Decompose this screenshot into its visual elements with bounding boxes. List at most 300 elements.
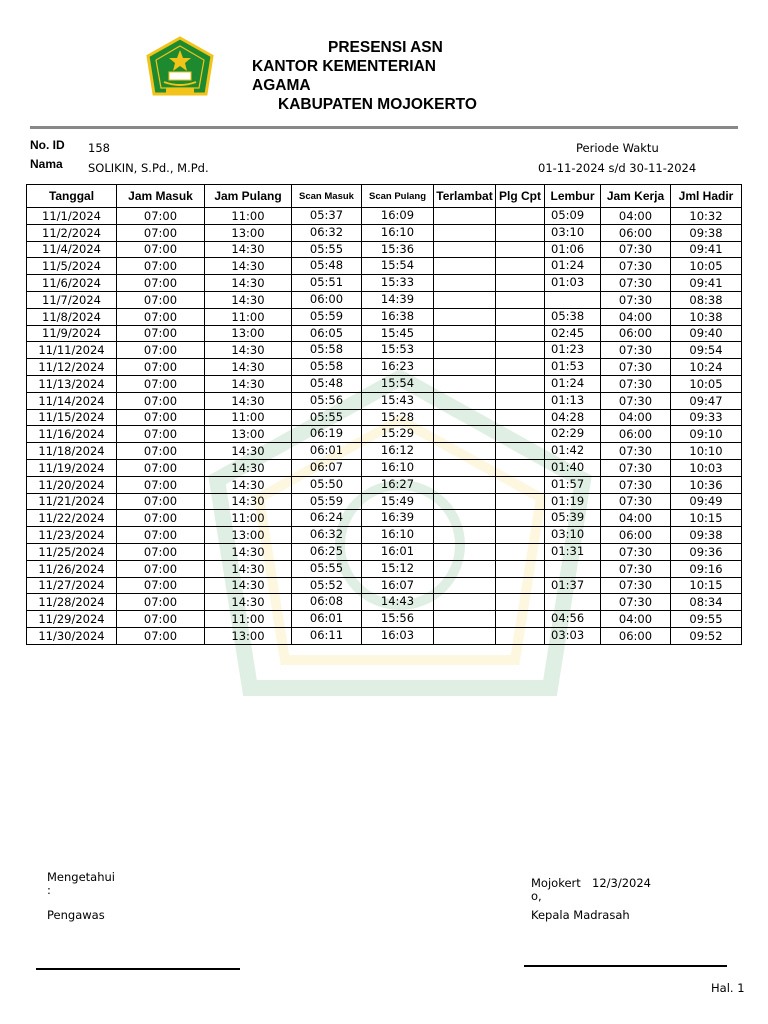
cell-tanggal: 11/21/2024 bbox=[27, 493, 117, 510]
cell-jam-masuk: 07:00 bbox=[117, 308, 205, 325]
cell-plg-cpt bbox=[496, 459, 545, 476]
cell-jam-kerja: 04:00 bbox=[601, 510, 671, 527]
cell-terlambat bbox=[434, 275, 496, 292]
attendance-table bbox=[26, 184, 742, 645]
cell-jam-kerja: 07:30 bbox=[601, 459, 671, 476]
cell-scan-pulang: 14:43 bbox=[362, 594, 434, 611]
cell-scan-pulang: 15:43 bbox=[362, 392, 434, 409]
cell-lembur: 05:09 bbox=[545, 208, 601, 225]
cell-lembur: 01:37 bbox=[545, 577, 601, 594]
cell-jam-kerja: 07:30 bbox=[601, 375, 671, 392]
cell-jml-hadir: 10:15 bbox=[671, 577, 742, 594]
cell-lembur: 02:45 bbox=[545, 325, 601, 342]
cell-tanggal: 11/8/2024 bbox=[27, 308, 117, 325]
cell-scan-pulang: 15:36 bbox=[362, 241, 434, 258]
cell-tanggal: 11/9/2024 bbox=[27, 325, 117, 342]
cell-jml-hadir: 10:03 bbox=[671, 459, 742, 476]
sign-place: Mojokert bbox=[531, 876, 581, 890]
cell-scan-masuk: 06:11 bbox=[292, 627, 362, 644]
cell-jam-pulang: 13:00 bbox=[205, 325, 292, 342]
cell-jml-hadir: 09:40 bbox=[671, 325, 742, 342]
cell-plg-cpt bbox=[496, 611, 545, 628]
cell-jam-kerja: 06:00 bbox=[601, 325, 671, 342]
cell-lembur: 01:53 bbox=[545, 359, 601, 376]
cell-jam-masuk: 07:00 bbox=[117, 375, 205, 392]
cell-terlambat bbox=[434, 594, 496, 611]
cell-scan-pulang: 15:54 bbox=[362, 375, 434, 392]
cell-scan-pulang: 16:10 bbox=[362, 224, 434, 241]
cell-jml-hadir: 10:10 bbox=[671, 443, 742, 460]
cell-jml-hadir: 08:34 bbox=[671, 594, 742, 611]
cell-scan-pulang: 16:27 bbox=[362, 476, 434, 493]
cell-scan-masuk: 06:01 bbox=[292, 443, 362, 460]
cell-terlambat bbox=[434, 510, 496, 527]
cell-terlambat bbox=[434, 208, 496, 225]
table-row bbox=[27, 426, 742, 443]
col-jam-masuk: Jam Masuk bbox=[117, 185, 205, 208]
cell-lembur: 01:42 bbox=[545, 443, 601, 460]
table-row bbox=[27, 510, 742, 527]
cell-plg-cpt bbox=[496, 543, 545, 560]
cell-tanggal: 11/14/2024 bbox=[27, 392, 117, 409]
col-scan-masuk: Scan Masuk bbox=[292, 185, 362, 208]
cell-lembur: 01:40 bbox=[545, 459, 601, 476]
cell-jam-pulang: 14:30 bbox=[205, 493, 292, 510]
cell-terlambat bbox=[434, 342, 496, 359]
cell-jam-pulang: 14:30 bbox=[205, 392, 292, 409]
table-row bbox=[27, 308, 742, 325]
table-row bbox=[27, 241, 742, 258]
cell-plg-cpt bbox=[496, 392, 545, 409]
cell-lembur: 02:29 bbox=[545, 426, 601, 443]
cell-plg-cpt bbox=[496, 342, 545, 359]
cell-plg-cpt bbox=[496, 375, 545, 392]
cell-jam-kerja: 07:30 bbox=[601, 392, 671, 409]
cell-plg-cpt bbox=[496, 476, 545, 493]
cell-plg-cpt bbox=[496, 224, 545, 241]
cell-jam-kerja: 07:30 bbox=[601, 493, 671, 510]
cell-scan-pulang: 16:03 bbox=[362, 627, 434, 644]
cell-jml-hadir: 09:38 bbox=[671, 527, 742, 544]
cell-tanggal: 11/16/2024 bbox=[27, 426, 117, 443]
table-header-row bbox=[27, 185, 742, 208]
cell-scan-masuk: 05:58 bbox=[292, 342, 362, 359]
cell-jam-pulang: 11:00 bbox=[205, 611, 292, 628]
supervisor-role: Pengawas bbox=[47, 908, 105, 922]
cell-scan-pulang: 15:29 bbox=[362, 426, 434, 443]
cell-jml-hadir: 09:52 bbox=[671, 627, 742, 644]
cell-lembur: 05:39 bbox=[545, 510, 601, 527]
table-row bbox=[27, 325, 742, 342]
cell-jam-masuk: 07:00 bbox=[117, 627, 205, 644]
cell-jam-pulang: 14:30 bbox=[205, 543, 292, 560]
cell-scan-pulang: 15:49 bbox=[362, 493, 434, 510]
cell-jam-kerja: 06:00 bbox=[601, 224, 671, 241]
cell-jml-hadir: 10:38 bbox=[671, 308, 742, 325]
cell-tanggal: 11/25/2024 bbox=[27, 543, 117, 560]
cell-jml-hadir: 09:41 bbox=[671, 241, 742, 258]
cell-lembur: 05:38 bbox=[545, 308, 601, 325]
cell-jml-hadir: 08:38 bbox=[671, 291, 742, 308]
cell-jam-pulang: 14:30 bbox=[205, 476, 292, 493]
cell-tanggal: 11/20/2024 bbox=[27, 476, 117, 493]
cell-scan-masuk: 05:52 bbox=[292, 577, 362, 594]
cell-terlambat bbox=[434, 611, 496, 628]
cell-jam-kerja: 04:00 bbox=[601, 308, 671, 325]
cell-jam-kerja: 07:30 bbox=[601, 476, 671, 493]
cell-scan-pulang: 16:07 bbox=[362, 577, 434, 594]
cell-plg-cpt bbox=[496, 594, 545, 611]
cell-lembur: 01:31 bbox=[545, 543, 601, 560]
cell-lembur: 03:03 bbox=[545, 627, 601, 644]
cell-tanggal: 11/2/2024 bbox=[27, 224, 117, 241]
cell-jam-kerja: 07:30 bbox=[601, 275, 671, 292]
cell-jam-masuk: 07:00 bbox=[117, 258, 205, 275]
cell-scan-masuk: 05:56 bbox=[292, 392, 362, 409]
cell-scan-masuk: 06:05 bbox=[292, 325, 362, 342]
cell-jam-kerja: 07:30 bbox=[601, 291, 671, 308]
cell-scan-pulang: 16:39 bbox=[362, 510, 434, 527]
cell-jam-kerja: 07:30 bbox=[601, 560, 671, 577]
cell-jam-pulang: 13:00 bbox=[205, 627, 292, 644]
cell-plg-cpt bbox=[496, 308, 545, 325]
cell-jam-pulang: 13:00 bbox=[205, 426, 292, 443]
page-number: Hal. 1 bbox=[711, 981, 745, 995]
cell-jam-pulang: 11:00 bbox=[205, 409, 292, 426]
cell-plg-cpt bbox=[496, 493, 545, 510]
cell-plg-cpt bbox=[496, 291, 545, 308]
cell-scan-pulang: 15:33 bbox=[362, 275, 434, 292]
cell-jam-masuk: 07:00 bbox=[117, 459, 205, 476]
col-scan-pulang: Scan Pulang bbox=[362, 185, 434, 208]
cell-jam-pulang: 14:30 bbox=[205, 359, 292, 376]
cell-jml-hadir: 10:24 bbox=[671, 359, 742, 376]
cell-tanggal: 11/18/2024 bbox=[27, 443, 117, 460]
cell-jam-pulang: 14:30 bbox=[205, 560, 292, 577]
cell-jml-hadir: 09:49 bbox=[671, 493, 742, 510]
name-label: Nama bbox=[30, 157, 63, 171]
cell-scan-masuk: 05:51 bbox=[292, 275, 362, 292]
col-jml-hadir: Jml Hadir bbox=[671, 185, 742, 208]
cell-scan-masuk: 05:55 bbox=[292, 241, 362, 258]
cell-scan-pulang: 16:10 bbox=[362, 459, 434, 476]
cell-jam-masuk: 07:00 bbox=[117, 342, 205, 359]
table-row bbox=[27, 359, 742, 376]
cell-scan-pulang: 16:09 bbox=[362, 208, 434, 225]
cell-tanggal: 11/1/2024 bbox=[27, 208, 117, 225]
col-plg-cpt: Plg Cpt bbox=[496, 185, 545, 208]
cell-jml-hadir: 09:54 bbox=[671, 342, 742, 359]
table-row bbox=[27, 611, 742, 628]
cell-jam-kerja: 06:00 bbox=[601, 527, 671, 544]
cell-jam-kerja: 06:00 bbox=[601, 426, 671, 443]
cell-tanggal: 11/6/2024 bbox=[27, 275, 117, 292]
cell-scan-masuk: 05:55 bbox=[292, 560, 362, 577]
cell-terlambat bbox=[434, 426, 496, 443]
cell-scan-masuk: 05:50 bbox=[292, 476, 362, 493]
cell-jml-hadir: 10:05 bbox=[671, 258, 742, 275]
cell-terlambat bbox=[434, 241, 496, 258]
cell-jam-kerja: 04:00 bbox=[601, 409, 671, 426]
cell-jam-masuk: 07:00 bbox=[117, 560, 205, 577]
cell-jam-masuk: 07:00 bbox=[117, 208, 205, 225]
cell-scan-masuk: 05:58 bbox=[292, 359, 362, 376]
cell-jam-kerja: 07:30 bbox=[601, 577, 671, 594]
cell-lembur: 01:19 bbox=[545, 493, 601, 510]
table-row bbox=[27, 459, 742, 476]
title-line-4: KABUPATEN MOJOKERTO bbox=[278, 96, 477, 113]
cell-tanggal: 11/5/2024 bbox=[27, 258, 117, 275]
cell-scan-pulang: 15:12 bbox=[362, 560, 434, 577]
cell-jam-pulang: 14:30 bbox=[205, 594, 292, 611]
cell-jml-hadir: 10:36 bbox=[671, 476, 742, 493]
cell-jml-hadir: 09:55 bbox=[671, 611, 742, 628]
cell-terlambat bbox=[434, 291, 496, 308]
table-row bbox=[27, 291, 742, 308]
cell-jam-pulang: 14:30 bbox=[205, 459, 292, 476]
cell-jam-masuk: 07:00 bbox=[117, 426, 205, 443]
cell-scan-masuk: 05:48 bbox=[292, 375, 362, 392]
cell-tanggal: 11/22/2024 bbox=[27, 510, 117, 527]
cell-terlambat bbox=[434, 527, 496, 544]
cell-plg-cpt bbox=[496, 426, 545, 443]
cell-jam-kerja: 06:00 bbox=[601, 627, 671, 644]
cell-lembur: 01:23 bbox=[545, 342, 601, 359]
cell-scan-pulang: 14:39 bbox=[362, 291, 434, 308]
cell-scan-masuk: 06:32 bbox=[292, 224, 362, 241]
cell-scan-masuk: 06:00 bbox=[292, 291, 362, 308]
cell-terlambat bbox=[434, 476, 496, 493]
cell-plg-cpt bbox=[496, 325, 545, 342]
cell-terlambat bbox=[434, 459, 496, 476]
headmaster-signature-line bbox=[524, 965, 727, 967]
cell-jam-kerja: 07:30 bbox=[601, 258, 671, 275]
period-value: 01-11-2024 s/d 30-11-2024 bbox=[538, 161, 697, 175]
cell-jam-masuk: 07:00 bbox=[117, 443, 205, 460]
name-value: SOLIKIN, S.Pd., M.Pd. bbox=[88, 161, 209, 175]
cell-jam-pulang: 11:00 bbox=[205, 208, 292, 225]
cell-lembur: 01:06 bbox=[545, 241, 601, 258]
cell-jam-masuk: 07:00 bbox=[117, 577, 205, 594]
cell-plg-cpt bbox=[496, 241, 545, 258]
cell-scan-pulang: 15:45 bbox=[362, 325, 434, 342]
cell-terlambat bbox=[434, 560, 496, 577]
cell-plg-cpt bbox=[496, 627, 545, 644]
cell-tanggal: 11/19/2024 bbox=[27, 459, 117, 476]
cell-jml-hadir: 09:33 bbox=[671, 409, 742, 426]
cell-scan-pulang: 15:54 bbox=[362, 258, 434, 275]
cell-jam-pulang: 14:30 bbox=[205, 443, 292, 460]
cell-scan-pulang: 15:56 bbox=[362, 611, 434, 628]
table-row bbox=[27, 476, 742, 493]
period-label: Periode Waktu bbox=[576, 141, 659, 155]
cell-jam-pulang: 14:30 bbox=[205, 375, 292, 392]
cell-lembur: 01:03 bbox=[545, 275, 601, 292]
cell-terlambat bbox=[434, 375, 496, 392]
col-lembur: Lembur bbox=[545, 185, 601, 208]
cell-jam-masuk: 07:00 bbox=[117, 594, 205, 611]
cell-scan-masuk: 06:24 bbox=[292, 510, 362, 527]
cell-tanggal: 11/4/2024 bbox=[27, 241, 117, 258]
cell-scan-masuk: 06:01 bbox=[292, 611, 362, 628]
cell-jml-hadir: 10:15 bbox=[671, 510, 742, 527]
cell-jam-pulang: 13:00 bbox=[205, 224, 292, 241]
table-row bbox=[27, 594, 742, 611]
col-jam-kerja: Jam Kerja bbox=[601, 185, 671, 208]
cell-jml-hadir: 09:36 bbox=[671, 543, 742, 560]
cell-tanggal: 11/15/2024 bbox=[27, 409, 117, 426]
cell-jam-masuk: 07:00 bbox=[117, 224, 205, 241]
cell-jam-kerja: 04:00 bbox=[601, 208, 671, 225]
cell-jam-pulang: 14:30 bbox=[205, 577, 292, 594]
cell-terlambat bbox=[434, 224, 496, 241]
title-line-1: PRESENSI ASN bbox=[328, 39, 443, 56]
table-row bbox=[27, 392, 742, 409]
cell-jam-kerja: 07:30 bbox=[601, 443, 671, 460]
cell-terlambat bbox=[434, 627, 496, 644]
cell-lembur bbox=[545, 594, 601, 611]
cell-terlambat bbox=[434, 409, 496, 426]
cell-terlambat bbox=[434, 392, 496, 409]
id-label: No. ID bbox=[30, 138, 65, 152]
cell-scan-masuk: 05:55 bbox=[292, 409, 362, 426]
cell-jam-kerja: 07:30 bbox=[601, 594, 671, 611]
cell-plg-cpt bbox=[496, 510, 545, 527]
cell-scan-masuk: 06:19 bbox=[292, 426, 362, 443]
cell-tanggal: 11/29/2024 bbox=[27, 611, 117, 628]
cell-jam-pulang: 14:30 bbox=[205, 241, 292, 258]
cell-plg-cpt bbox=[496, 258, 545, 275]
cell-tanggal: 11/30/2024 bbox=[27, 627, 117, 644]
cell-jam-pulang: 14:30 bbox=[205, 291, 292, 308]
cell-lembur: 01:24 bbox=[545, 375, 601, 392]
cell-tanggal: 11/27/2024 bbox=[27, 577, 117, 594]
cell-plg-cpt bbox=[496, 527, 545, 544]
table-row bbox=[27, 208, 742, 225]
cell-lembur: 01:13 bbox=[545, 392, 601, 409]
acknowledge-colon: : bbox=[47, 883, 51, 897]
table-row bbox=[27, 342, 742, 359]
cell-scan-pulang: 15:28 bbox=[362, 409, 434, 426]
table-row bbox=[27, 577, 742, 594]
cell-jam-pulang: 14:30 bbox=[205, 275, 292, 292]
table-row bbox=[27, 543, 742, 560]
cell-lembur: 03:10 bbox=[545, 527, 601, 544]
cell-terlambat bbox=[434, 308, 496, 325]
cell-plg-cpt bbox=[496, 443, 545, 460]
table-row bbox=[27, 443, 742, 460]
cell-jam-masuk: 07:00 bbox=[117, 543, 205, 560]
title-line-2: KANTOR KEMENTERIAN bbox=[252, 58, 436, 75]
supervisor-signature-line bbox=[36, 968, 240, 970]
cell-jam-masuk: 07:00 bbox=[117, 325, 205, 342]
cell-tanggal: 11/28/2024 bbox=[27, 594, 117, 611]
id-value: 158 bbox=[88, 141, 110, 155]
cell-jam-kerja: 07:30 bbox=[601, 241, 671, 258]
cell-lembur bbox=[545, 560, 601, 577]
cell-scan-masuk: 05:59 bbox=[292, 308, 362, 325]
cell-jam-masuk: 07:00 bbox=[117, 359, 205, 376]
cell-plg-cpt bbox=[496, 275, 545, 292]
cell-tanggal: 11/23/2024 bbox=[27, 527, 117, 544]
cell-plg-cpt bbox=[496, 359, 545, 376]
table-row bbox=[27, 224, 742, 241]
cell-terlambat bbox=[434, 325, 496, 342]
cell-terlambat bbox=[434, 493, 496, 510]
cell-tanggal: 11/12/2024 bbox=[27, 359, 117, 376]
cell-terlambat bbox=[434, 543, 496, 560]
cell-scan-masuk: 05:59 bbox=[292, 493, 362, 510]
cell-lembur: 01:57 bbox=[545, 476, 601, 493]
cell-jam-masuk: 07:00 bbox=[117, 291, 205, 308]
cell-scan-masuk: 06:32 bbox=[292, 527, 362, 544]
kemenag-emblem-icon bbox=[144, 36, 216, 104]
cell-plg-cpt bbox=[496, 577, 545, 594]
cell-terlambat bbox=[434, 577, 496, 594]
cell-jam-kerja: 07:30 bbox=[601, 543, 671, 560]
cell-jam-pulang: 11:00 bbox=[205, 308, 292, 325]
cell-scan-pulang: 16:12 bbox=[362, 443, 434, 460]
cell-tanggal: 11/26/2024 bbox=[27, 560, 117, 577]
table-row bbox=[27, 275, 742, 292]
cell-jml-hadir: 09:16 bbox=[671, 560, 742, 577]
cell-scan-pulang: 16:23 bbox=[362, 359, 434, 376]
cell-scan-masuk: 05:37 bbox=[292, 208, 362, 225]
cell-terlambat bbox=[434, 359, 496, 376]
cell-scan-masuk: 06:25 bbox=[292, 543, 362, 560]
cell-terlambat bbox=[434, 258, 496, 275]
cell-jam-pulang: 14:30 bbox=[205, 342, 292, 359]
cell-jam-masuk: 07:00 bbox=[117, 527, 205, 544]
table-row bbox=[27, 627, 742, 644]
cell-jam-masuk: 07:00 bbox=[117, 241, 205, 258]
cell-tanggal: 11/7/2024 bbox=[27, 291, 117, 308]
col-terlambat: Terlambat bbox=[434, 185, 496, 208]
cell-jam-pulang: 14:30 bbox=[205, 258, 292, 275]
cell-lembur: 01:24 bbox=[545, 258, 601, 275]
cell-jml-hadir: 10:05 bbox=[671, 375, 742, 392]
cell-scan-masuk: 06:07 bbox=[292, 459, 362, 476]
cell-jam-kerja: 04:00 bbox=[601, 611, 671, 628]
cell-lembur: 04:56 bbox=[545, 611, 601, 628]
cell-terlambat bbox=[434, 443, 496, 460]
table-row bbox=[27, 258, 742, 275]
cell-jam-pulang: 11:00 bbox=[205, 510, 292, 527]
cell-jam-masuk: 07:00 bbox=[117, 611, 205, 628]
cell-jml-hadir: 10:32 bbox=[671, 208, 742, 225]
table-row bbox=[27, 527, 742, 544]
cell-jam-masuk: 07:00 bbox=[117, 510, 205, 527]
cell-jam-kerja: 07:30 bbox=[601, 359, 671, 376]
cell-scan-masuk: 05:48 bbox=[292, 258, 362, 275]
cell-scan-pulang: 16:38 bbox=[362, 308, 434, 325]
cell-lembur: 03:10 bbox=[545, 224, 601, 241]
cell-scan-pulang: 16:10 bbox=[362, 527, 434, 544]
cell-tanggal: 11/11/2024 bbox=[27, 342, 117, 359]
table-row bbox=[27, 560, 742, 577]
cell-jam-masuk: 07:00 bbox=[117, 275, 205, 292]
cell-lembur: 04:28 bbox=[545, 409, 601, 426]
cell-plg-cpt bbox=[496, 409, 545, 426]
cell-jml-hadir: 09:41 bbox=[671, 275, 742, 292]
cell-jml-hadir: 09:38 bbox=[671, 224, 742, 241]
cell-scan-pulang: 16:01 bbox=[362, 543, 434, 560]
cell-lembur bbox=[545, 291, 601, 308]
acknowledge-label: Mengetahui bbox=[47, 870, 115, 884]
cell-plg-cpt bbox=[496, 208, 545, 225]
cell-jam-masuk: 07:00 bbox=[117, 409, 205, 426]
sign-place-suffix: o, bbox=[531, 889, 542, 903]
